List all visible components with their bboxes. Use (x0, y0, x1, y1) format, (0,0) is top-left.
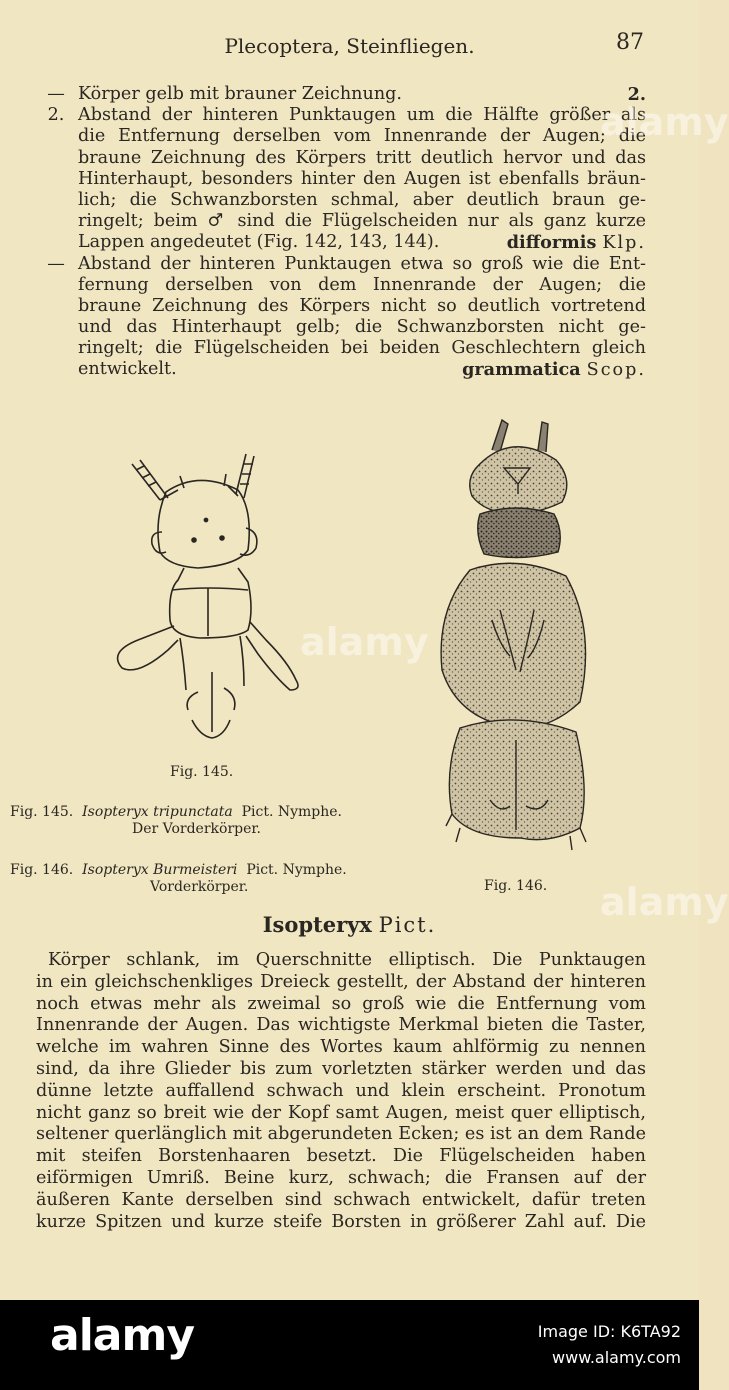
key-line (36, 296, 646, 317)
key-line (36, 84, 646, 105)
key-species-result (462, 359, 646, 381)
key-text: Lappen angedeutet (Fig. 142, 143, 144). (78, 232, 440, 253)
key-text: braune Zeichnung des Körpers tritt deutlich hervor und das (78, 147, 646, 168)
caption-146-rest: Pict. Nymphe. (246, 862, 347, 878)
key-lead-number: 2. (627, 84, 646, 105)
caption-145-line2: Der Vorderkörper. (132, 821, 261, 837)
caption-145-rest: Pict. Nymphe. (241, 804, 343, 820)
genus-author: Pict. (378, 913, 437, 937)
caption-145-num: Fig. 145. (10, 804, 74, 820)
fig145-pronotum (170, 568, 251, 638)
fig145-marking (187, 672, 235, 738)
key-line (36, 338, 646, 359)
body-line: mit steifen Borstenhaaren besetzt. Die Flügelscheiden haben (36, 1146, 646, 1167)
caption-145-species: Isopteryx tripunctata (82, 804, 233, 820)
body-line: nicht ganz so breit wie der Kopf samt Augen, meist quer elliptisch, (36, 1102, 646, 1123)
key-line (36, 211, 646, 232)
key-text: fernung derselben von dem Innenrande der Augen; die (78, 274, 646, 295)
watermark: alamy (300, 620, 429, 664)
key-line (36, 169, 646, 190)
fig145-left-antenna (132, 460, 168, 500)
body-line: äußeren Kante derselben sind schwach entwickelt, dafür treten (36, 1189, 646, 1210)
genus-description (36, 950, 646, 1233)
body-line: Innenrande der Augen. Das wichtigste Merkmal bieten die Taster, (36, 1015, 646, 1036)
figure-146-drawing (430, 410, 602, 860)
key-line (36, 317, 646, 338)
key-line (36, 254, 646, 275)
key-couplet-marker: — (47, 253, 65, 274)
page-number: 87 (616, 30, 644, 55)
alamy-logo: alamy (50, 1310, 194, 1361)
key-line (36, 359, 646, 380)
caption-146 (10, 862, 430, 896)
species-name: grammatica (462, 359, 581, 381)
key-text: entwickelt. (78, 359, 177, 380)
body-line: welche im wahren Sinne des Wortes kaum ahlförmig zu nennen (36, 1037, 646, 1058)
body-line: sind, da ihre Glieder bis zum vorletzten stärker werden und das (36, 1058, 646, 1079)
figure-145-label: Fig. 145. (170, 764, 234, 780)
key-couplet-marker: — (47, 84, 65, 104)
body-line: seltener querlänglich mit abgerundeten Ecken; es ist an dem Rande (36, 1124, 646, 1145)
key-line (36, 275, 646, 296)
key-text: und das Hinterhaupt gelb; die Schwanzborsten nicht ge- (78, 317, 646, 338)
fig146-wingpad-hind (449, 720, 584, 840)
running-header: Plecoptera, Steinfliegen. (224, 34, 475, 58)
body-line: Körper schlank, im Querschnitte elliptisch. Die Punktaugen (48, 950, 646, 970)
fig146-antenna (538, 422, 548, 452)
key-line (36, 126, 646, 147)
fig145-ocellus (192, 538, 196, 542)
key-couplet-marker: 2. (47, 105, 65, 126)
figure-145-drawing (88, 440, 318, 760)
watermark: alamy (600, 100, 729, 144)
fig146-wingpad-front (441, 563, 585, 728)
identification-key (36, 84, 646, 381)
fig146-pronotum (478, 508, 561, 558)
key-text: lich; die Schwanzborsten schmal, aber deutlich braun ge- (78, 189, 646, 210)
key-line (36, 105, 646, 126)
caption-145 (10, 804, 430, 838)
body-line: in ein gleichschenkliges Dreieck gestellt, der Abstand der hinteren (36, 971, 646, 992)
caption-146-species: Isopteryx Burmeisteri (82, 862, 238, 878)
body-line: noch etwas mehr als zweimal so groß wie die Entfernung vom (36, 993, 646, 1014)
species-author: Scop. (586, 360, 646, 381)
species-author: Klp. (602, 233, 646, 254)
body-line: eiförmigen Umriß. Beine kurz, schwach; die Fransen auf der (36, 1167, 646, 1188)
genus-heading (0, 912, 699, 937)
key-text: die Entfernung derselben vom Innenrande der Augen; die (78, 126, 646, 147)
key-line (36, 190, 646, 211)
stock-url: www.alamy.com (552, 1348, 681, 1367)
key-species-result (507, 232, 646, 254)
fig146-antenna (492, 420, 508, 452)
key-text: Hinterhaupt, besonders hinter den Augen ist ebenfalls bräun- (78, 168, 646, 189)
key-text: ringelt; beim ♂ sind die Flügelscheiden nur als ganz kurze (78, 211, 646, 232)
species-name: difformis (506, 232, 597, 254)
key-line (36, 148, 646, 169)
caption-146-num: Fig. 146. (10, 862, 74, 878)
key-text: Körper gelb mit brauner Zeichnung. (78, 84, 403, 104)
key-text: Abstand der hinteren Punktaugen etwa so groß wie die Ent- (78, 253, 646, 274)
fig146-head (470, 447, 567, 514)
body-line: kurze Spitzen und kurze steife Borsten in größerer Zahl auf. Die (36, 1211, 646, 1232)
key-text: braune Zeichnung des Körpers nicht so deutlich vortretend (78, 295, 646, 316)
watermark: alamy (600, 880, 729, 924)
body-line: dünne letzte auffallend schwach und klein erscheint. Pronotum (36, 1080, 646, 1101)
figure-146-label: Fig. 146. (484, 878, 548, 894)
image-id: Image ID: K6TA92 (537, 1322, 681, 1341)
key-text: ringelt; die Flügelscheiden bei beiden Geschlechtern gleich (78, 338, 646, 359)
genus-name: Isopteryx (262, 912, 372, 937)
key-text: Abstand der hinteren Punktaugen um die Hälfte größer als (78, 105, 646, 126)
fig145-left-leg (118, 626, 178, 670)
fig145-ocellus (204, 518, 207, 521)
key-line (36, 232, 646, 253)
fig145-ocellus (220, 536, 224, 540)
fig145-right-leg (246, 622, 298, 690)
caption-146-line2: Vorderkörper. (150, 879, 249, 895)
